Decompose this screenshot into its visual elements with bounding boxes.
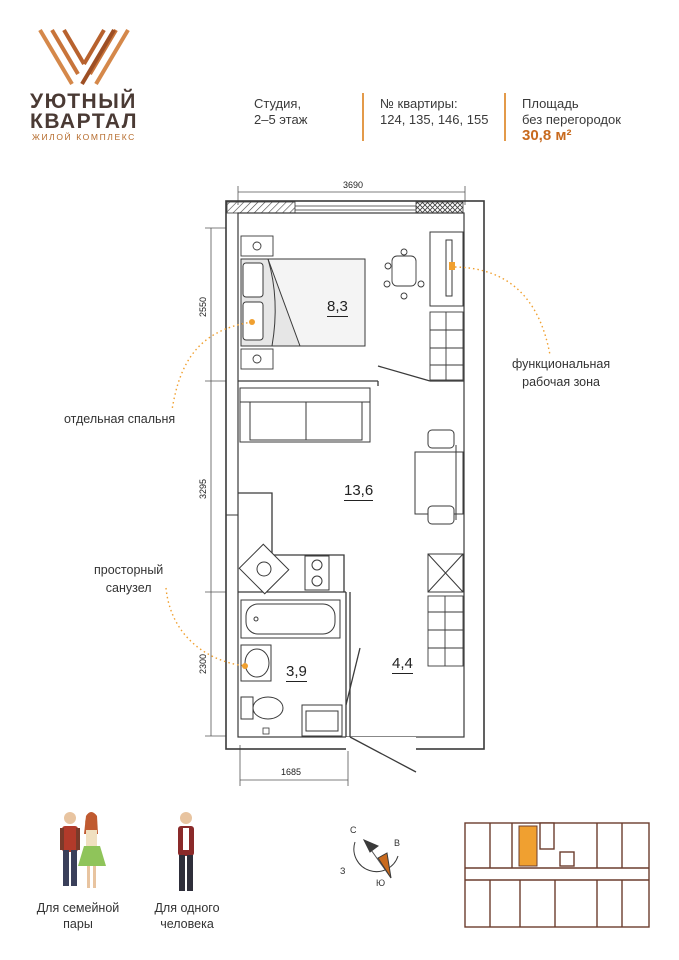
washing-machine [302,705,342,736]
work-desk [430,232,463,306]
wardrobe-upper [430,312,463,380]
window-left [227,202,295,213]
apartment-numbers-value: 124, 135, 146, 155 [380,112,489,127]
label-single-line1: Для одного [154,901,220,915]
dim-width-bottom: 1685 [281,767,302,777]
dim-height-living: 3295 [198,478,209,500]
window-right [416,202,463,213]
apartment-type-line1: Студия, [254,96,302,111]
callout-bathroom-line2: санузел [105,581,152,595]
area-value: 30,8 м² [522,127,572,144]
bathroom-marker [242,663,248,669]
dim-height-bedroom: 2550 [198,296,209,318]
logo-name-line2: КВАРТАЛ [30,110,138,133]
compass-rose [354,838,401,878]
callout-bedroom: отдельная спальня [64,412,176,426]
dim-height-bath: 2300 [198,653,209,675]
sofa [240,388,370,442]
dim-width-top: 3690 [343,180,364,190]
dining-table [415,430,463,524]
area-label-line1: Площадь [522,96,579,111]
logo-name-line1: УЮТНЫЙ [30,90,137,113]
label-single-line2: человека [160,917,214,931]
apartment-floor: 2–5 этаж [254,112,308,127]
label-family-couple [28,900,128,932]
entrance-gap [346,737,416,751]
bedroom-marker [249,319,255,325]
compass-east: В [394,838,401,848]
compass-south: Ю [376,878,386,888]
single-person-illustration [178,812,194,891]
floor-drain [263,728,269,734]
callout-workzone-line2: рабочая зона [522,375,600,389]
callout-workzone [512,355,610,391]
area-label-line2: без перегородок [522,112,621,127]
office-chair [384,249,424,299]
hall-cabinet [428,554,463,592]
callout-workzone-line1: функциональная [512,357,611,371]
bath-sink [241,645,271,681]
couple-illustration [60,812,106,888]
compass-north: С [350,825,357,835]
logo-subtitle: ЖИЛОЙ КОМПЛЕКС [32,132,136,142]
room-area-hall: 4,4 [392,655,413,672]
selected-apartment [519,826,537,866]
workzone-marker [449,262,455,270]
kitchen-sink [239,544,288,593]
label-family-line1: Для семейной [36,901,120,915]
wardrobe-lower [428,596,463,666]
apartment-numbers-label: № квартиры: [380,96,458,111]
bathtub [241,600,340,638]
floor-key-plan [465,823,649,927]
room-area-bedroom: 8,3 [327,298,348,315]
toilet [241,697,283,719]
room-area-living: 13,6 [344,482,374,499]
callout-bathroom [94,561,163,597]
kitchen-stove [305,556,329,590]
label-single-person [140,900,234,932]
compass-west: З [340,866,346,876]
room-area-bathroom: 3,9 [286,663,307,680]
label-family-line2: пары [63,917,93,931]
callout-bathroom-line1: просторный [94,563,164,577]
